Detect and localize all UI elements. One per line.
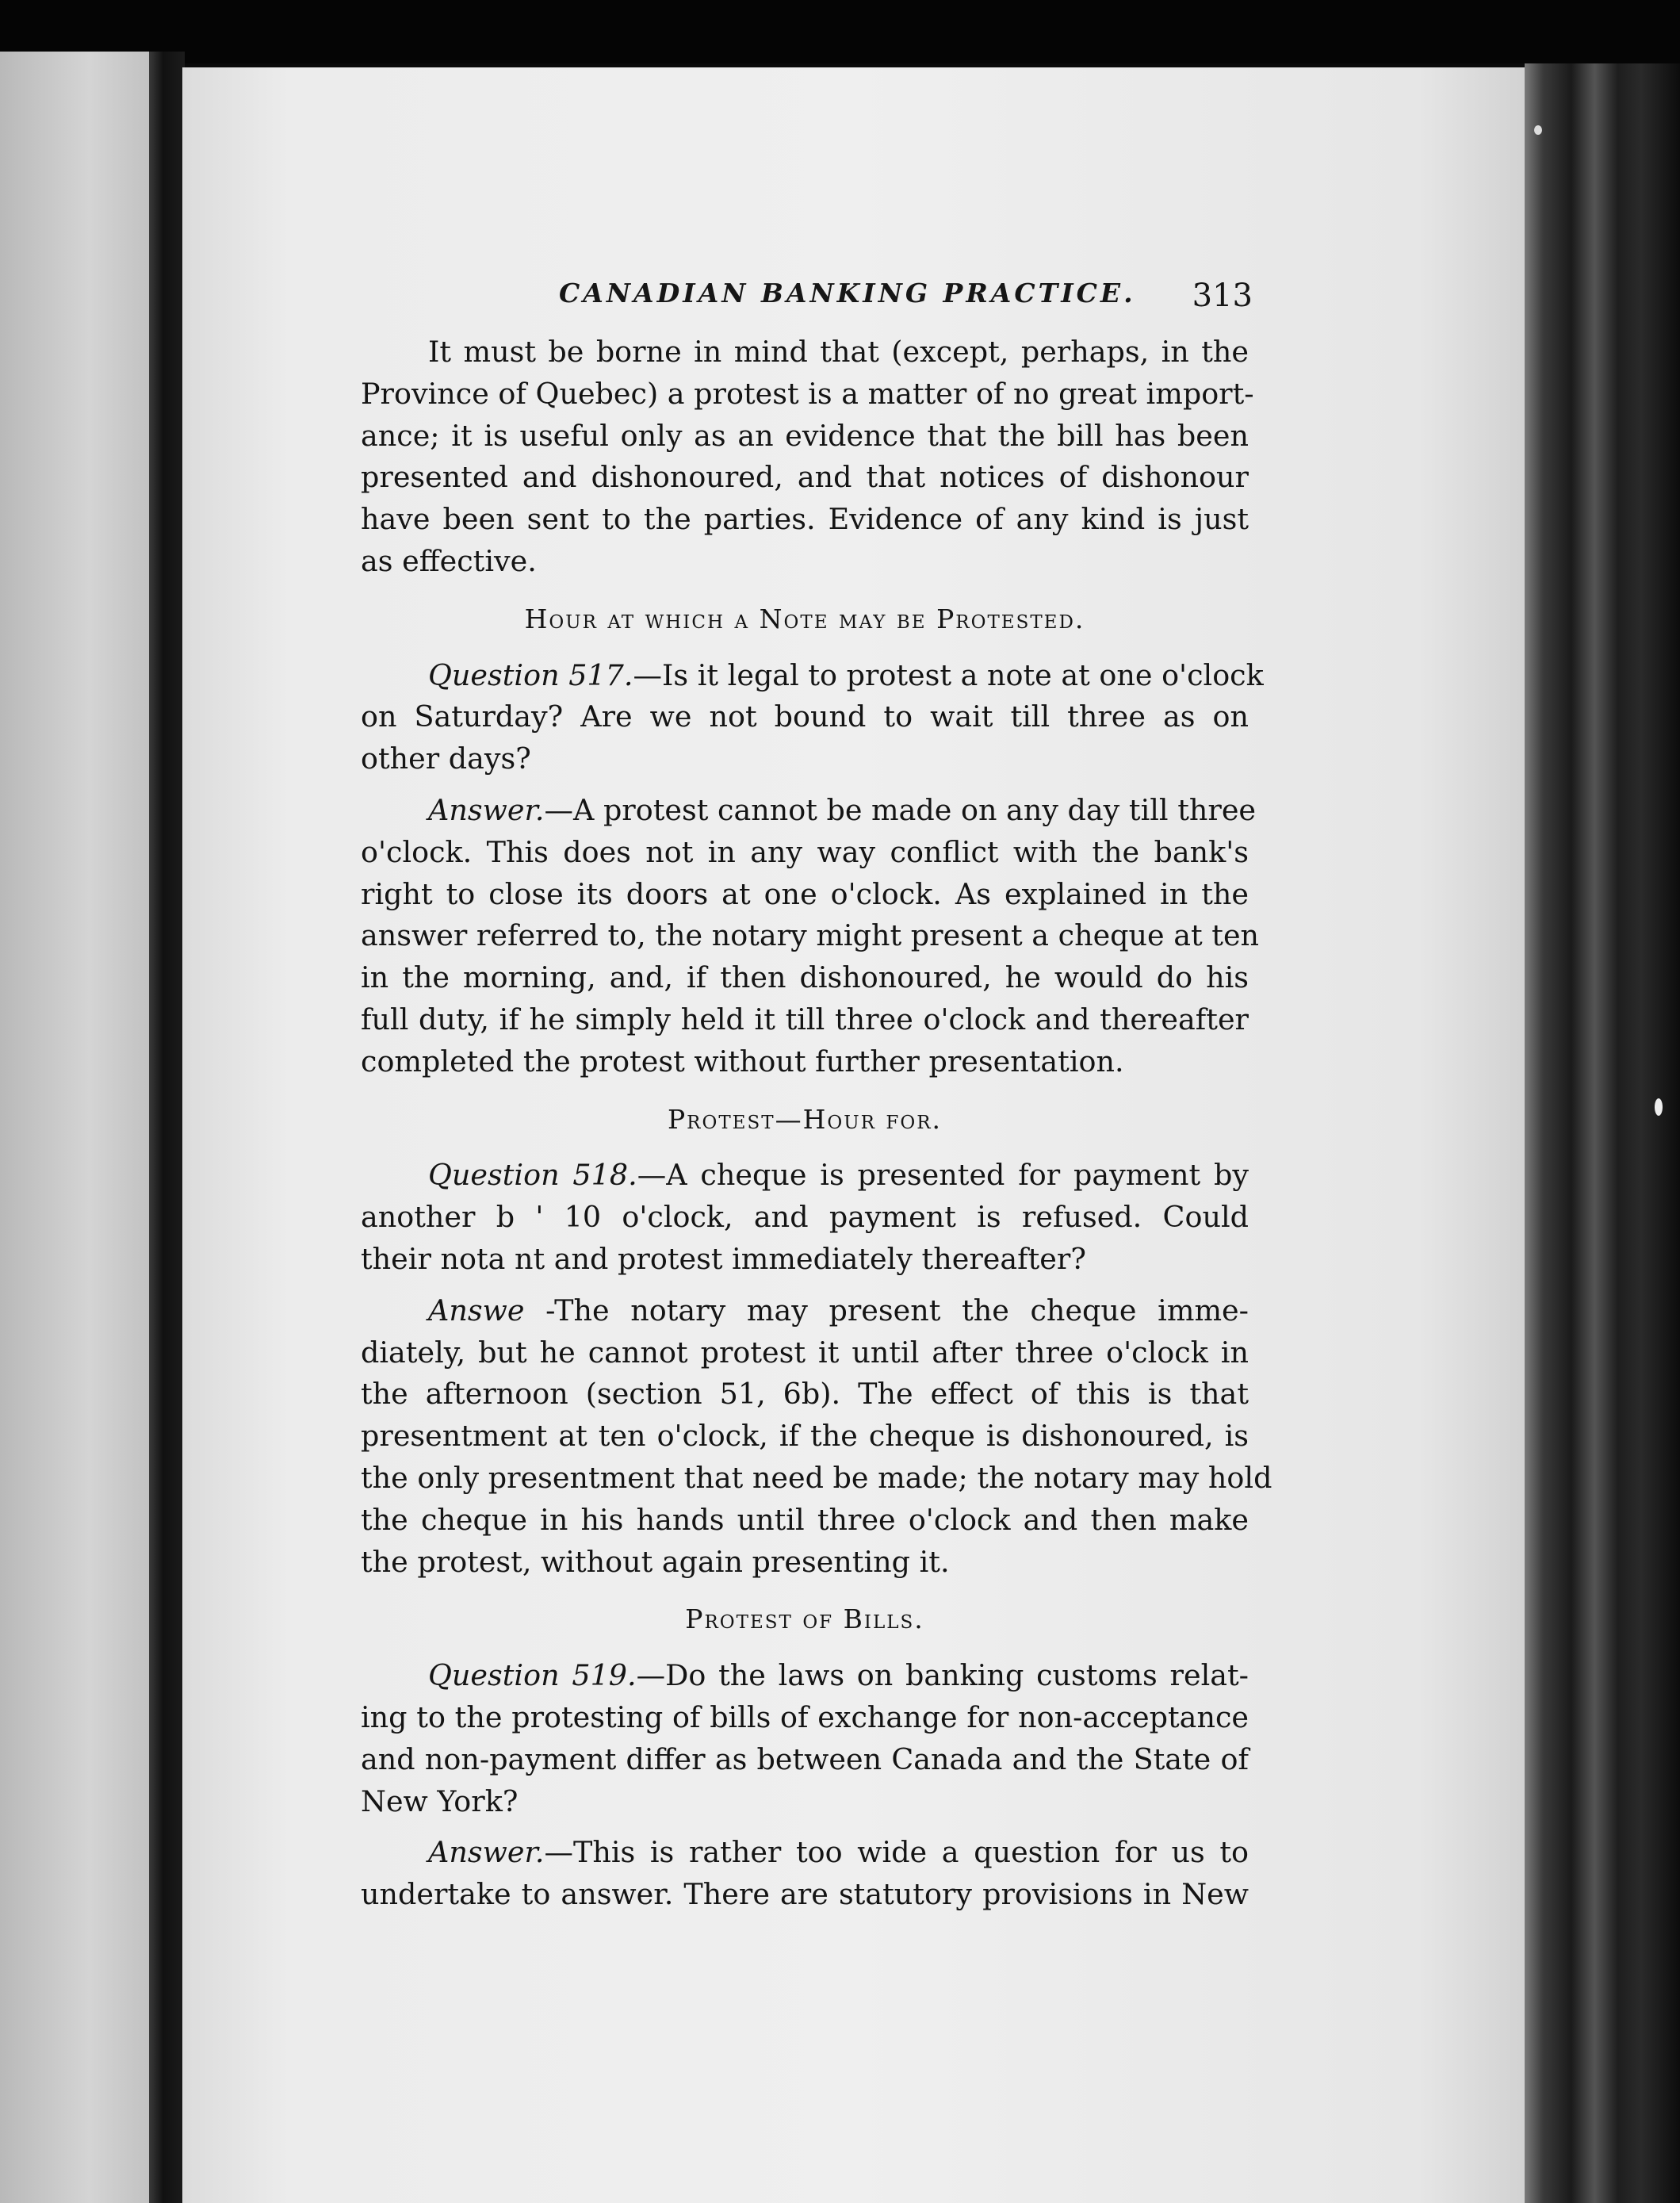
text-line: presented and dishonoured, and that notices of dishonour [361, 460, 1249, 495]
text-line: on Saturday? Are we not bound to wait till three as on [361, 699, 1249, 734]
page-body [361, 331, 1272, 1916]
question-label: Question 518. [428, 1158, 637, 1193]
page-header [365, 278, 1253, 325]
text-line: in the morning, and, if then dishonoured, he would do his [361, 960, 1249, 995]
text-line: answer referred to, the notary might present a cheque at ten [361, 918, 1260, 953]
text-line: their nota nt and protest immediately thereafter? [361, 1241, 1086, 1276]
section-heading: Hour at which a Note may be Protested. [524, 603, 1085, 634]
dust-speck [1534, 125, 1542, 135]
text-line: diately, but he cannot protest it until after three o'clock in [361, 1335, 1249, 1370]
dust-speck [1655, 1098, 1663, 1116]
text-line: It must be borne in mind that (except, perhaps, in the [428, 335, 1249, 369]
text-line: ing to the protesting of bills of exchange for non-acceptance [361, 1699, 1249, 1734]
text-line: Question 519.—Do the laws on banking customs relat- [428, 1658, 1249, 1693]
text-line: and non-payment differ as between Canada and the State of [361, 1741, 1249, 1776]
answer-label: Answer. [428, 792, 545, 827]
text-line: another b ' 10 o'clock, and payment is refused. Could [361, 1200, 1249, 1235]
text-line: Answer.—This is rather too wide a question for us to [428, 1835, 1249, 1870]
text-line: New York? [361, 1783, 519, 1818]
running-title: CANADIAN BANKING PRACTICE. [559, 278, 1136, 308]
text-line: the cheque in his hands until three o'clock and then make [361, 1502, 1249, 1537]
text-line: as effective. [361, 543, 537, 578]
question-519 [361, 1655, 1249, 1822]
text-line: other days? [361, 741, 531, 776]
text-line: o'clock. This does not in any way conflict with the bank's [361, 834, 1249, 869]
text-line: Answer.—A protest cannot be made on any day till three [428, 792, 1257, 827]
question-label: Question 519. [428, 1658, 637, 1693]
text-line: completed the protest without further presentation. [361, 1044, 1124, 1079]
question-label: Question 517. [428, 657, 633, 692]
answer-label: Answe [428, 1293, 525, 1328]
page-number: 313 [1192, 278, 1253, 314]
paragraph-intro [361, 331, 1254, 583]
answer-label: Answer. [428, 1835, 545, 1870]
question-518 [361, 1155, 1249, 1280]
scan-top-border [0, 0, 1680, 63]
facing-page-edge [0, 52, 149, 2203]
text-line: right to close its doors at one o'clock. As explained in the [361, 876, 1249, 911]
question-517 [361, 655, 1264, 780]
text-line: presentment at ten o'clock, if the cheque is dishonoured, is [361, 1419, 1249, 1454]
text-line: Province of Quebec) a protest is a matter of no great import- [361, 376, 1254, 411]
text-line: Question 517.—Is it legal to protest a note at one o'clock [428, 657, 1264, 692]
text-line: Question 518.—A cheque is presented for payment by [428, 1158, 1249, 1193]
text-line: the afternoon (section 51, 6b). The effect of this is that [361, 1377, 1249, 1412]
section-heading: Protest of Bills. [685, 1603, 924, 1635]
answer-518 [361, 1290, 1272, 1584]
text-line: the protest, without again presenting it. [361, 1544, 950, 1579]
text-line: full duty, if he simply held it till three o'clock and thereafter [361, 1002, 1249, 1036]
page-stack-edge [1525, 63, 1680, 2203]
answer-519 [361, 1832, 1249, 1916]
text-line: Answe -The notary may present the cheque imme- [428, 1293, 1249, 1328]
book-gutter [149, 52, 185, 2203]
text-line: the only presentment that need be made; the notary may hold [361, 1460, 1272, 1495]
section-heading: Protest—Hour for. [667, 1103, 943, 1135]
answer-517 [361, 790, 1260, 1083]
text-line: have been sent to the parties. Evidence of any kind is just [361, 502, 1249, 537]
text-line: undertake to answer. There are statutory provisions in New [361, 1877, 1249, 1912]
text-line: ance; it is useful only as an evidence that the bill has been [361, 418, 1249, 453]
